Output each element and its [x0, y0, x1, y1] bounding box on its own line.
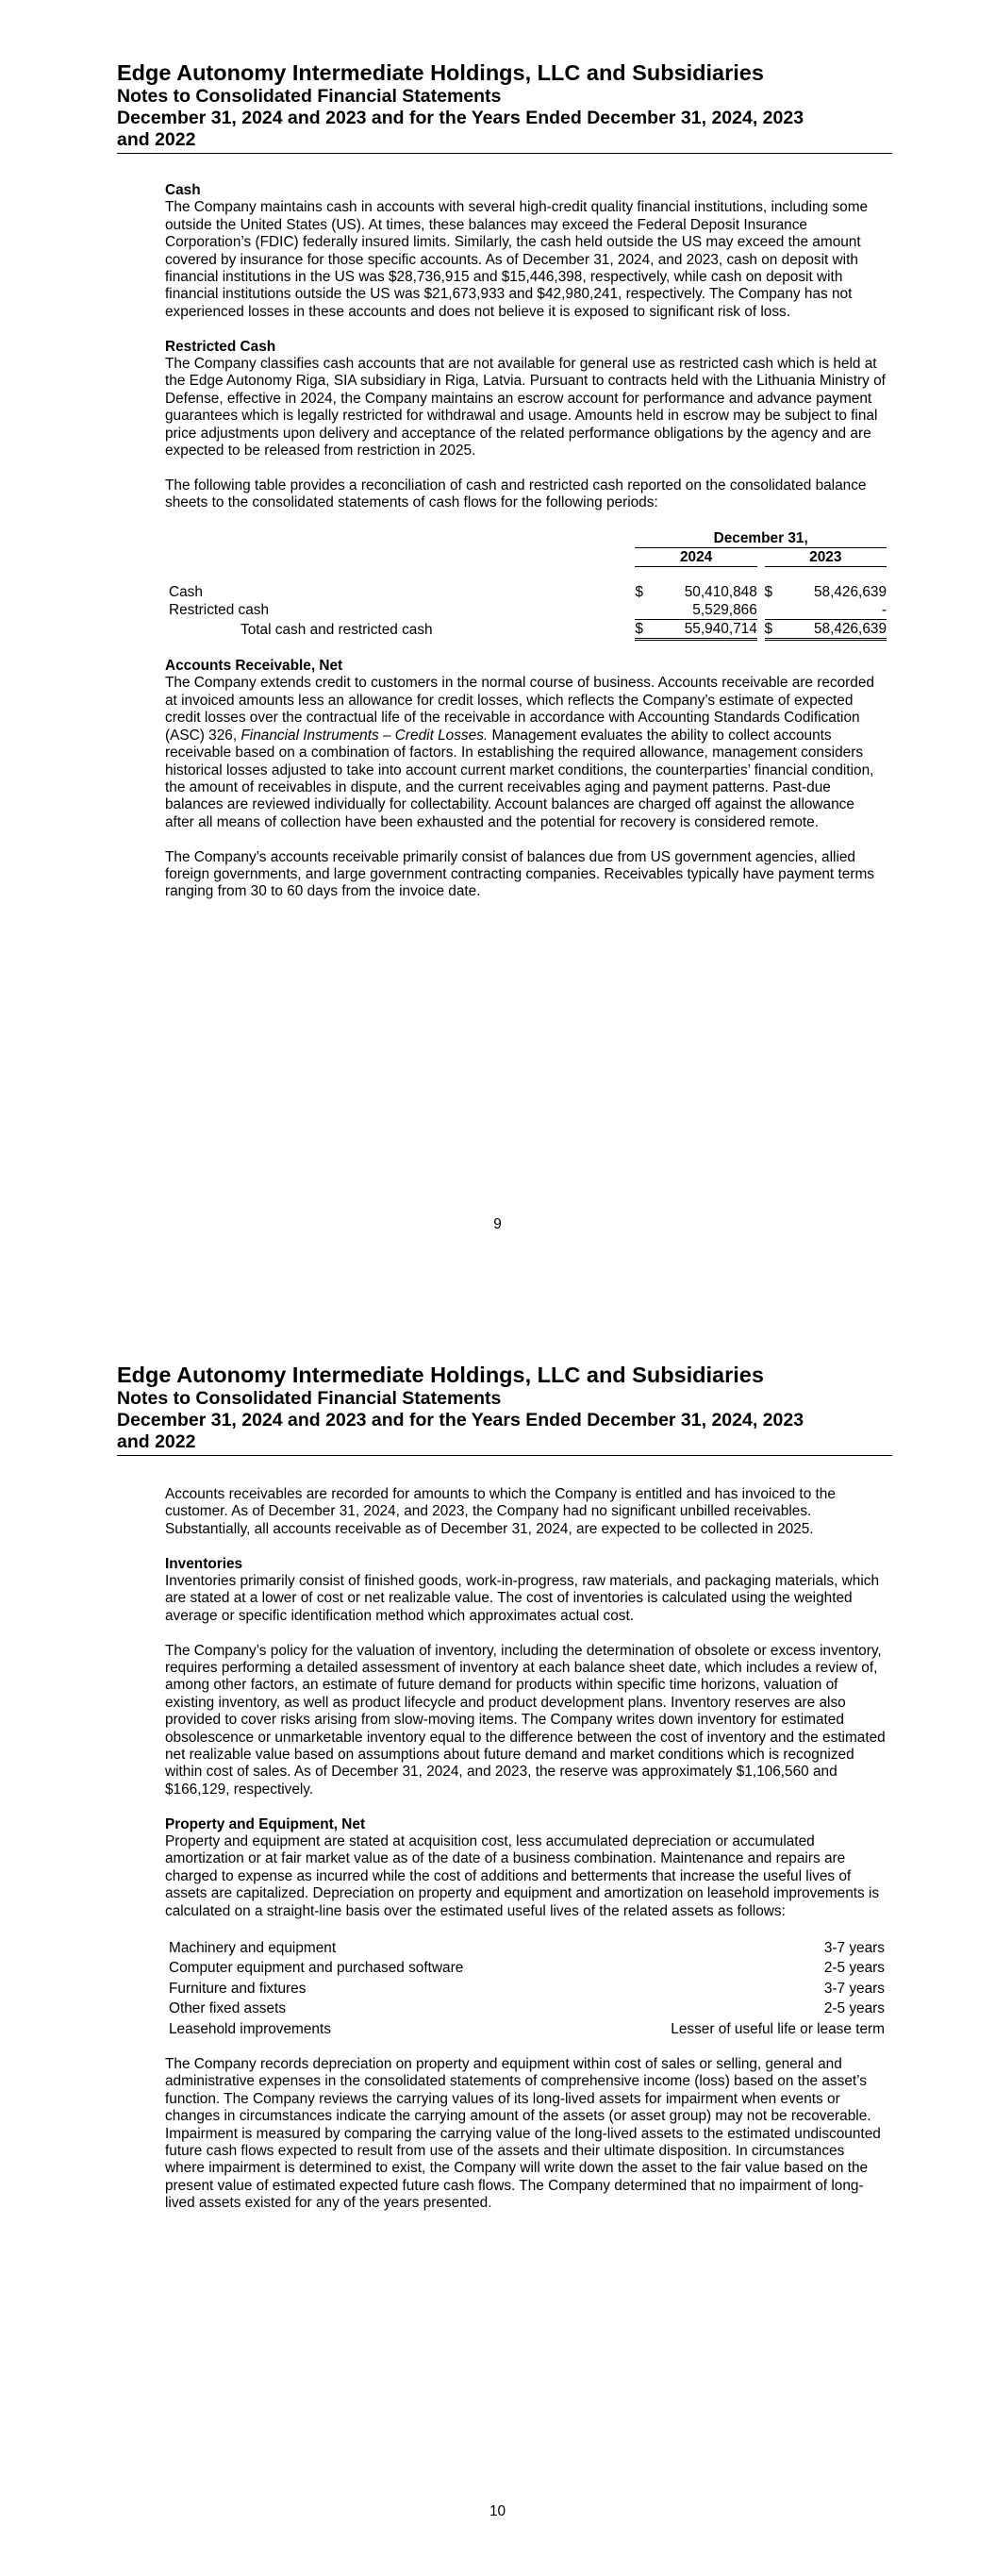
section-title-cash: Cash	[165, 182, 201, 198]
table-total-row	[165, 620, 887, 640]
asset-class: Leasehold improvements	[169, 2020, 331, 2037]
page-10-body	[165, 1486, 887, 2230]
page-header	[117, 1363, 892, 1456]
dollar-sign: $	[765, 620, 783, 640]
table-row	[165, 1999, 887, 2019]
header-period-line1: December 31, 2024 and 2023 and for the Years Ended December 31, 2024, 2023	[117, 108, 804, 128]
dollar-sign: $	[635, 620, 653, 640]
company-name: Edge Autonomy Intermediate Holdings, LLC and Subsidiaries	[117, 1363, 764, 1387]
company-name: Edge Autonomy Intermediate Holdings, LLC and Subsidiaries	[117, 60, 764, 85]
cash-reconciliation-table	[165, 529, 887, 641]
dollar-sign: $	[764, 584, 773, 601]
section-title-restricted-cash: Restricted Cash	[165, 338, 276, 355]
table-year-2023: 2023	[765, 548, 887, 567]
asset-class: Furniture and fixtures	[169, 1980, 307, 1997]
restricted-cash-2024: 5,529,866	[653, 601, 756, 620]
header-period-line2: and 2022	[117, 1431, 196, 1452]
header-period-line1: December 31, 2024 and 2023 and for the Years Ended December 31, 2024, 2023	[117, 1410, 804, 1430]
restricted-cash-paragraph: The Company classifies cash accounts that are not available for general use as restricted cash which is held at the Edge Autonomy Riga, SIA subsidiary in Riga, Latvia. Pursuant to contracts held with the Lithuania Ministry of Defense, effective in 2024, the Company maintains an escrow account for performance and advance payment guarantees which is legally restricted for withdrawal and usage. Amounts held in escrow may be subject to final price adjustments upon delivery and acceptance of the related performance obligations by the agency and are expected to be released from restriction in 2025.	[165, 356, 886, 460]
dollar-sign	[765, 601, 783, 620]
row-label-cash: Cash	[169, 584, 203, 601]
useful-life: Lesser of useful life or lease term	[671, 2020, 885, 2037]
header-subtitle: Notes to Consolidated Financial Statements	[117, 86, 502, 107]
accounts-receivable-paragraph	[165, 675, 887, 831]
table-row	[165, 2019, 887, 2040]
useful-lives-table	[165, 1938, 887, 2040]
page-number: 9	[493, 1216, 502, 1232]
cash-paragraph: The Company maintains cash in accounts with several high-credit quality financial institutions, including some outside the United States (US). At times, these balances may exceed the Federal Deposit Insurance Corporation’s (FDIC) federally insured limits. Similarly, the cash held outside the US may exceed the amount covered by insurance for those specific accounts. As of December 31, 2024, and 2023, cash on deposit with financial institutions in the US was $28,736,915 and $15,446,398, respectively, while cash on deposit with financial institutions outside the US was $21,673,933 and $42,980,241, respectively. The Company has not experienced losses in these accounts and does not believe it is exposed to significant risk of loss.	[165, 199, 869, 320]
depreciation-impairment-paragraph: The Company records depreciation on property and equipment within cost of sales or selling, general and administrative expenses in the consolidated statements of comprehensive income (loss) based on the asset’s function. The Company reviews the carrying values of its long-lived assets for impairment when events or changes in circumstances indicate the carrying amount of the assets (or asset group) may not be recoverable. Impairment is measured by comparing the carrying value of the long-lived assets to the estimated undiscounted future cash flows expected to result from use of the assets and their ultimate disposition. In circumstances where impairment is determined to exist, the Company will write down the asset to the fair value based on the present value of estimated expected future cash flows. The Company determined that no impairment of long-lived assets existed for any of the years presented.	[165, 2056, 881, 2212]
restricted-cash-2023: -	[783, 601, 887, 620]
row-label-total: Total cash and restricted cash	[240, 621, 433, 638]
useful-life: 2-5 years	[823, 2000, 885, 2016]
table-row	[165, 1979, 887, 1999]
reconciliation-intro: The following table provides a reconciliation of cash and restricted cash reported on the consolidated balance sheets to the consolidated statements of cash flows for the following periods:	[165, 477, 867, 511]
section-title-property-equipment: Property and Equipment, Net	[165, 1815, 366, 1832]
cash-2024: 50,410,848	[684, 584, 757, 601]
ar-text: The Company extends credit to customers in the normal course of business. Accounts receivable are recorded at invoiced amounts less an allowance for credit losses, which reflects the Company’s estimate of expected credit losses over the contractual life of the receivable in accordance with Accounting Standards Codification (ASC) 326,	[165, 675, 874, 744]
table-row	[165, 1958, 887, 1979]
useful-life: 3-7 years	[823, 1939, 885, 1956]
section-title-accounts-receivable: Accounts Receivable, Net	[165, 658, 343, 675]
table-year-2024: 2024	[635, 548, 756, 567]
total-2023: 58,426,639	[783, 620, 887, 640]
accounts-receivable-continued: Accounts receivables are recorded for amounts to which the Company is entitled and has invoiced to the customer. As of December 31, 2024, and 2023, the Company had no significant unbilled receivables. Substantially, all accounts receivable as of December 31, 2024, are expected to be collected in 2025.	[165, 1486, 836, 1537]
dollar-sign	[635, 601, 653, 620]
asset-class: Computer equipment and purchased software	[169, 1960, 464, 1976]
table-row	[165, 583, 887, 601]
useful-life: 3-7 years	[823, 1980, 885, 1997]
table-row	[165, 1938, 887, 1959]
header-subtitle: Notes to Consolidated Financial Statements	[117, 1388, 502, 1409]
total-2024: 55,940,714	[653, 620, 756, 640]
table-header-december: December 31,	[635, 529, 887, 548]
asset-class: Machinery and equipment	[169, 1939, 337, 1956]
table-row	[165, 601, 887, 620]
asset-class: Other fixed assets	[169, 2000, 287, 2016]
property-equipment-paragraph: Property and equipment are stated at acquisition cost, less accumulated depreciation or accumulated amortization or at fair market value as of the date of a business combination. Maintenance and repairs are charged to expense as incurred while the cost of additions and betterments that increase the useful lives of assets are capitalized. Depreciation on property and equipment and amortization on leasehold improvements is calculated on a straight-line basis over the estimated useful lives of the related assets as follows:	[165, 1833, 880, 1919]
page-9-body	[165, 182, 887, 918]
section-title-inventories: Inventories	[165, 1555, 243, 1572]
asc-topic-title: Financial Instruments – Credit Losses.	[240, 727, 489, 744]
useful-life: 2-5 years	[823, 1960, 885, 1976]
ar-text-cont: Management evaluates the ability to collect accounts receivable based on a combination of factors. In establishing the required allowance, management considers historical losses adjusted to take into account current market conditions, the counterparties’ financial condition, the amount of receivables in dispute, and the current receivables aging and payment patterns. Past-due balances are reviewed individually for collectability. Account balances are charged off against the allowance after all means of collection have been exhausted and the potential for recovery is considered remote.	[165, 727, 874, 830]
accounts-receivable-paragraph-2: The Company’s accounts receivable primarily consist of balances due from US government agencies, allied foreign governments, and large government contracting companies. Receivables typically have payment terms ranging from 30 to 60 days from the invoice date.	[165, 848, 874, 900]
page-header	[117, 60, 892, 154]
page-10	[0, 1302, 995, 2576]
header-period-line2: and 2022	[117, 129, 196, 150]
cash-2023: 58,426,639	[813, 584, 887, 601]
inventories-paragraph: Inventories primarily consist of finished goods, work-in-progress, raw materials, and packaging materials, which are stated at a lower of cost or net realizable value. The cost of inventories is calculated using the weighted average or specific identification method which approximates actual cost.	[165, 1573, 880, 1624]
page-number: 10	[489, 2503, 506, 2519]
dollar-sign: $	[635, 584, 643, 601]
inventory-policy-paragraph: The Company’s policy for the valuation of inventory, including the determination of obsolete or excess inventory, requires performing a detailed assessment of inventory at each balance sheet date, which includes a review of, among other factors, an estimate of future demand for products within specific time horizons, valuation of existing inventory, as well as product lifecycle and product development plans. Inventory reserves are also provided to cover risks arising from slow-moving items. The Company writes down inventory for estimated obsolescence or unmarketable inventory equal to the difference between the cost of inventory and the estimated net realizable value based on assumptions about future demand and market conditions which is recognized within cost of sales. As of December 31, 2024, and 2023, the reserve was approximately $1,106,560 and $166,129, respectively.	[165, 1642, 886, 1798]
row-label-restricted-cash: Restricted cash	[169, 602, 270, 619]
